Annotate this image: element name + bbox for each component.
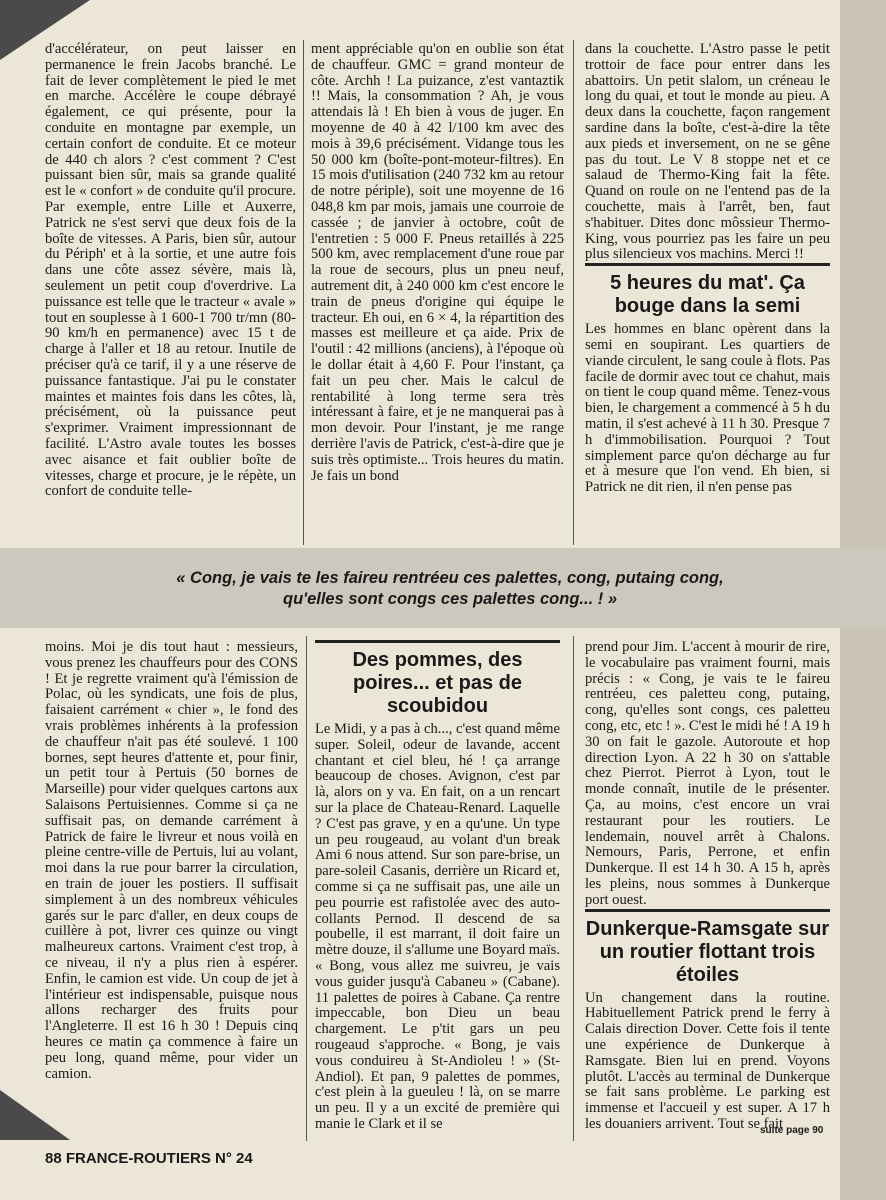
column-1-bottom: moins. Moi je dis tout haut : messieurs, vous prenez les chauffeurs pour des CONS ! Et je regrette vraiment qu'à l'émission de Polac, où les syndicats, une fois de plus, faisaient carrément « chier », le fond des vrais problèmes inhérents à la profession de chauffeur n'ait pas été soulevé. 1 100 bornes, sept heures d'attente et, pour finir, un petit tour à Pertuis (50 bornes de Marseille) pour vider quelques cartons aux Salaisons Pertuisiennes. Comme si ça ne suffisait pas, on demande carrément à Patrick de faire le livreur et nous voilà en pleine centre-ville de Pertuis, lui au volant, moi dans la rue pour barrer la circulation, en train de jouer les postiers. Il suffisait simplement à un des nombreux véhicules garés sur le parc d'aller, en deux coups de cuillère à pot, livrer ces quinze ou vingt malheureux cartons. Vraiment c'est trop, à ce niveau, il n'y a plus rien à espérer. Enfin, le camion est vide. Un coup de jet à l'intérieur est indispensable, puisque nous allons recharger des fruits pour l'Angleterre. Il est 16 h 30 ! Depuis cinq heures ce matin ça commence à faire un peu long, quand même, pour vider un camion. xyxy=(45,639,298,1082)
subheading: Des pommes, des poires... et pas de scoubidou xyxy=(352,649,523,717)
continued-note: suite page 90 xyxy=(760,1125,824,1136)
subheading: 5 heures du mat'. Ça bouge dans la semi xyxy=(610,272,805,318)
subheading: Dunkerque-Ramsgate sur un routier flottant trois étoiles xyxy=(585,917,830,986)
page-footer: 88 FRANCE-ROUTIERS N° 24 xyxy=(45,1150,253,1167)
column-1-top: d'accélérateur, on peut laisser en permanence le frein Jacobs branché. Le fait de lever complètement le pied le met en marche. Accélère le coupe débrayé également, ce qui présente, pour la conduite en montagne par exemple, un certain confort de conduite. Et ce moteur de 440 ch alors ? c'est comment ? C'est puissant bien sûr, mais sa grande qualité est le « confort » de conduite qu'il procure. Par exemple, entre Lille et Auxerre, Patrick ne s'est servi que deux fois de la boîte de vitesses. A Paris, bien sûr, autour du Périph' et à la sortie, et une autre fois dans une côte assez sévère, mais là, seulement un petit coup d'overdrive. La puissance est telle que le tracteur « avale » tout en souplesse à 1 600-1 700 tr/mn (80-90 km/h en permanence) avec 15 t de charge à l'aller et 18 au retour. Inutile de préciser qu'à ce tarif, il y a une réserve de puissance fantastique. J'ai pu le constater maintes et maintes fois dans les côtes, là, précisément, où la puissance peut s'exprimer. Vraiment impressionnant de facilité. L'Astro avale toutes les bosses avec aisance et fait oublier boîte de vitesses, charge et procure, je le répète, un confort de conduite telle- xyxy=(45,41,296,500)
pull-quote: « Cong, je vais te les faireu rentréeu ces palettes, cong, putaing cong, qu'elles sont congs ces palettes cong... ! » xyxy=(176,569,724,608)
column-3-bottom: prend pour Jim. L'accent à mourir de rire, le vocabulaire pas vraiment fourni, mais précis : « Cong, je vais te le faireu rentréeu, ces paletteu cong, putaing, cong, qu'elles sont congs, ces paletteu cong, etc, etc ! ». C'est le midi hé ! A 19 h 30 on fait le gazole. Autoroute et hop direction Lyon. A 22 h 30 on s'attable chez Pierrot. Pierrot à Lyon, tout le monde connaît, inutile de le présenter. Ça, au moins, c'est encore un vrai restaurant pour les routiers. Le lendemain, nouvel arrêt à Chalons. Nemours, Paris, Perrone, et enfin Dunkerque. Il est 14 h 30. A 15 h, après les pleins, nous sommes à Dunkerque port ouest. Dunkerque-Ramsgate sur un routier flottant trois étoiles Un changement dans la routine. Habituellement Patrick prend le ferry à Calais direction Dover. Cette fois il tente une expérience de Dunkerque à Ramsgate. Bien lui en prend. Voyons plutôt. L'accès au terminal de Dunkerque se fait sans problème. Le parking est immense et l'accueil y est super. A 17 h les douaniers arrivent. Tout se fait xyxy=(585,639,830,1132)
column-2-bottom: Des pommes, des poires... et pas de scoubidou Le Midi, y a pas à ch..., c'est quand même super. Soleil, odeur de lavande, accent chantant et ciel bleu, hé ! ça arrange beaucoup de choses. Avignon, c'est par là, alors on y va. En fait, on a un rencart sur la place de Chateau-Renard. Laquelle ? C'est pas grave, y en a qu'une. Un type un peu rougeaud, au volant d'un break Ami 6 nous attend. Sur son pare-brise, un pare-soleil Casanis, derrière un Ricard et, comme si ça ne suffisait pas, une aile un peu pourrie est rafistolée avec des auto-collants Pernod. Il descend de sa poubelle, il est marrant, il doit faire un mètre douze, il s'allume une Boyard maïs. « Bong, vous allez me suivreu, je vais vous guider jusqu'à Cabaneu » (Cabane). 11 palettes de poires à Cabane. Ça rentre impeccable, bon Dieu un beau chargement. Le p'tit gars un peu rougeaud s'approche. « Bong, je vais vous conduireu à St-Andioleu ! » (St-Andiol). Et pan, 9 palettes de pommes, c'est plein à la gueuleu ! là, on se marre un peu. Il y a un excité de première qui manie le Clark et il se xyxy=(315,640,560,1138)
column-2-top: ment appréciable qu'on en oublie son état de chauffeur. GMC = grand monteur de côte. Archh ! La puizance, z'est vantaztik !! Mais, la consommation ? Ah, je vous attendais là ! Eh bien à vous de juger. En moyenne de 40 à 42 l/100 km avec des mois à 39,6 précisément. Vidange tous les 50 000 km (boîte-pont-moteur-filtres). En 15 mois d'utilisation (240 732 km au retour de notre périple), soit une moyenne de 16 048,8 km par mois, jamais une courroie de cassée ; de janvier à octobre, coût de l'entretien : 5 000 F. Pneus retaillés à 225 500 km, avec remplacement d'une roue par la roue de secours, plus un pneu neuf, autrement dit, à 240 000 km c'est encore le train de pneus d'origine qui équipe le tracteur. Eh oui, en 6 × 4, la répartition des masses est meilleure et ça aide. Prix de l'outil : 42 millions (anciens), à l'époque où le dollar était à 4,60 F. Pour l'instant, ça fait un peu cher. Mais le calcul de rentabilité à long terme sera très intéressant à faire, et je ne manquerai pas à mon devoir. Pour l'instant, je me range derrière l'avis de Patrick, c'est-à-dire que je suis très optimiste... Trois heures du matin. Je fais un bond xyxy=(311,41,564,484)
column-3-top: dans la couchette. L'Astro passe le petit trottoir de face pour entrer dans les abattoirs. Un petit slalom, un créneau le long du quai, et tout le monde au pieu. A deux dans la couchette, façon rangement sardine dans la boîte, c'est-à-dire la tête aux pieds et inversement, on ne se gêne pas du tout. Le V 8 stoppe net et ce salaud de Thermo-King fait la fête. Quand on roule on ne l'entend pas de la couchette, mais à l'arrêt, ben, faut s'habituer. Dites donc môssieur Thermo-King, vous pourriez pas les faire un peu plus silencieux vos machins. Merci !! 5 heures du mat'. Ça bouge dans la semi Les hommes en blanc opèrent dans la semi en soupirant. Les quartiers de viande circulent, le sang coule à flots. Pas facile de dormir avec tout ce chahut, mais on tient le coup quand même. Tenez-vous bien, le chargement a commencé à 5 h du matin, il s'est achevé à 11 h 30. Presque 7 h d'immobilisation. Pourquoi ? Tout simplement parce qu'on décharge au fur et à mesure que l'on vend. Eh bien, si Patrick ne dit rien, il n'en pense pas xyxy=(585,41,830,496)
